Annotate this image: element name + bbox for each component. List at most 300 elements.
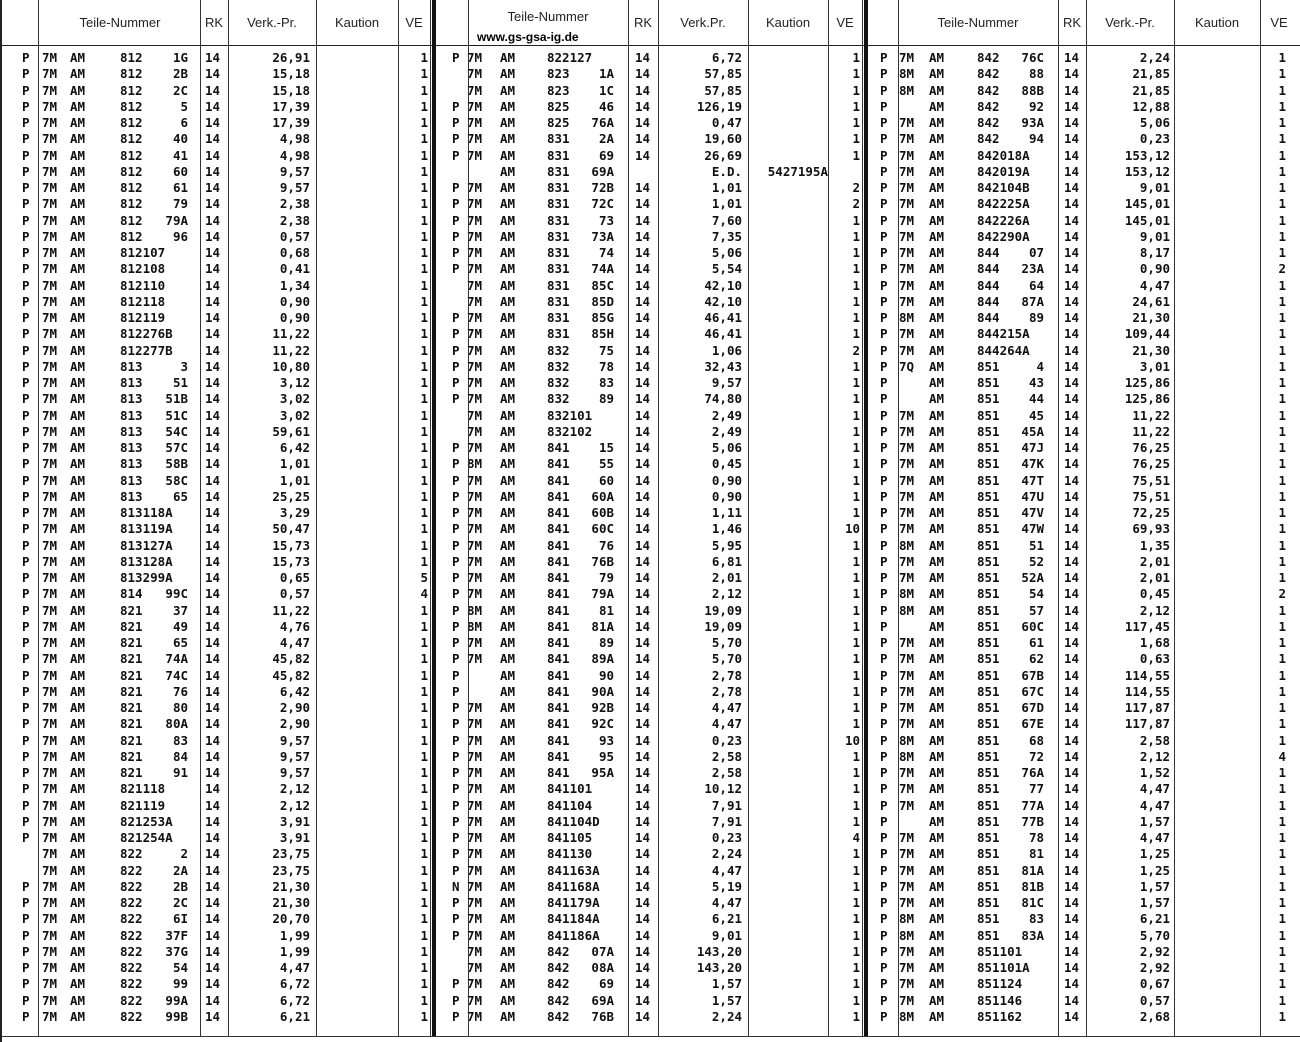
row-suffix: 89 bbox=[1028, 310, 1044, 325]
row-prefix: 8M bbox=[467, 456, 483, 472]
row-series: AM bbox=[929, 553, 945, 569]
row-prefix: 7M bbox=[42, 375, 58, 390]
row-prefix: 7M bbox=[467, 716, 483, 732]
row-flag: P bbox=[880, 521, 888, 537]
row-flag: P bbox=[22, 456, 30, 472]
row-series: AM bbox=[70, 212, 86, 228]
row-rk: 14 bbox=[635, 423, 651, 439]
row-price: 72,25 bbox=[1132, 505, 1170, 520]
row-price: 50,47 bbox=[272, 521, 310, 537]
row-rk: 14 bbox=[635, 440, 651, 455]
row-rk: 14 bbox=[635, 732, 651, 748]
row-prefix: 7M bbox=[899, 667, 915, 683]
row-suffix: 6I bbox=[172, 911, 188, 927]
row-prefix: 7M bbox=[467, 700, 483, 715]
row-prefix: 7M bbox=[899, 878, 915, 894]
row-series: AM bbox=[929, 813, 945, 829]
row-prefix: 7M bbox=[42, 50, 58, 65]
row-price: 5,95 bbox=[711, 537, 742, 553]
row-flag: P bbox=[22, 131, 30, 147]
row-series: AM bbox=[70, 862, 86, 878]
row-flag: P bbox=[22, 960, 30, 975]
row-rk: 14 bbox=[635, 797, 651, 813]
row-rk: 14 bbox=[1064, 488, 1080, 504]
row-part-number: 851 bbox=[977, 456, 1000, 472]
row-suffix: 83 bbox=[1028, 911, 1044, 927]
row-series: AM bbox=[70, 293, 86, 309]
row-flag: P bbox=[880, 82, 888, 98]
row-suffix: 1C bbox=[598, 82, 614, 98]
row-prefix: 7M bbox=[42, 326, 58, 342]
table-row bbox=[2, 66, 1300, 82]
row-rk: 14 bbox=[205, 261, 221, 277]
row-price: 0,90 bbox=[711, 488, 742, 504]
row-flag: N bbox=[452, 878, 460, 894]
row-ve: 1 bbox=[1278, 521, 1286, 537]
row-series: AM bbox=[929, 131, 945, 147]
row-part-number: 813119A bbox=[120, 521, 173, 537]
row-series: AM bbox=[929, 700, 945, 715]
table-row bbox=[2, 928, 1300, 944]
row-part-number: 851 bbox=[977, 683, 1000, 699]
row-ve: 1 bbox=[1278, 553, 1286, 569]
row-ve: 1 bbox=[420, 115, 428, 130]
row-price: 45,82 bbox=[272, 651, 310, 667]
row-price: 3,12 bbox=[279, 375, 310, 390]
row-prefix: 7M bbox=[42, 342, 58, 358]
row-price: 5,70 bbox=[1139, 927, 1170, 943]
row-prefix: 7M bbox=[899, 700, 915, 715]
row-suffix: 67B bbox=[1021, 667, 1044, 683]
row-rk: 14 bbox=[635, 50, 651, 65]
row-prefix: 7M bbox=[467, 992, 483, 1008]
row-suffix: 2B bbox=[172, 878, 188, 894]
row-part-number: 851 bbox=[977, 732, 1000, 748]
row-flag: P bbox=[452, 602, 460, 618]
row-flag: P bbox=[22, 732, 30, 748]
row-price: E.D. bbox=[711, 163, 742, 179]
row-ve: 1 bbox=[1278, 440, 1286, 455]
row-price: 21,30 bbox=[1132, 310, 1170, 325]
row-rk: 14 bbox=[1064, 505, 1080, 520]
row-series: AM bbox=[70, 570, 86, 585]
row-price: 11,22 bbox=[1132, 423, 1170, 439]
row-rk: 14 bbox=[205, 245, 221, 260]
row-flag: P bbox=[880, 700, 888, 715]
row-series: AM bbox=[70, 586, 86, 602]
row-flag: P bbox=[880, 846, 888, 862]
table-row bbox=[2, 278, 1300, 294]
row-suffix: 76B bbox=[591, 553, 614, 569]
row-prefix: 7M bbox=[467, 895, 483, 910]
row-rk: 14 bbox=[635, 66, 651, 82]
row-ve: 1 bbox=[1278, 683, 1286, 699]
row-flag: P bbox=[22, 992, 30, 1008]
row-part-number: 851 bbox=[977, 602, 1000, 618]
table-row bbox=[2, 586, 1300, 602]
row-rk: 14 bbox=[635, 927, 651, 943]
row-ve: 1 bbox=[420, 602, 428, 618]
table-row bbox=[2, 50, 1300, 66]
column-rule bbox=[748, 0, 749, 1036]
table-row bbox=[2, 538, 1300, 554]
row-series: AM bbox=[929, 456, 945, 472]
row-part-number: 821 bbox=[120, 635, 143, 650]
row-flag: P bbox=[22, 570, 30, 585]
row-suffix: 67C bbox=[1021, 683, 1044, 699]
row-flag: P bbox=[22, 813, 30, 829]
row-prefix: 7M bbox=[899, 683, 915, 699]
row-rk: 14 bbox=[635, 618, 651, 634]
row-prefix: 7M bbox=[899, 326, 915, 342]
row-rk: 14 bbox=[205, 212, 221, 228]
row-rk: 14 bbox=[635, 570, 651, 585]
row-series: AM bbox=[500, 1008, 516, 1024]
row-series: AM bbox=[70, 911, 86, 927]
row-rk: 14 bbox=[1064, 716, 1080, 732]
row-rk: 14 bbox=[1064, 651, 1080, 667]
row-price: 2,90 bbox=[279, 716, 310, 732]
row-price: 1,01 bbox=[711, 180, 742, 195]
row-part-number: 851124 bbox=[977, 976, 1023, 992]
row-suffix: 76A bbox=[1021, 765, 1044, 780]
row-prefix: 7M bbox=[899, 895, 915, 910]
row-part-number: 851 bbox=[977, 862, 1000, 878]
table-row bbox=[2, 148, 1300, 164]
row-price: 9,01 bbox=[1139, 228, 1170, 244]
row-rk: 14 bbox=[205, 830, 221, 845]
row-suffix: 93 bbox=[598, 732, 614, 748]
row-suffix: 99A bbox=[165, 992, 188, 1008]
row-ve: 1 bbox=[1278, 927, 1286, 943]
row-price: 26,69 bbox=[704, 147, 742, 163]
row-flag: P bbox=[880, 488, 888, 504]
row-rk: 14 bbox=[1064, 927, 1080, 943]
row-price: 4,47 bbox=[1139, 830, 1170, 845]
row-suffix: 94 bbox=[1028, 131, 1044, 147]
row-prefix: 7M bbox=[467, 472, 483, 488]
row-flag: P bbox=[22, 976, 30, 992]
row-prefix: 7M bbox=[42, 147, 58, 163]
row-ve: 1 bbox=[1278, 245, 1286, 260]
row-ve: 1 bbox=[420, 180, 428, 195]
row-prefix: 8M bbox=[899, 310, 915, 325]
row-part-number: 832 bbox=[547, 375, 570, 390]
row-series: AM bbox=[929, 423, 945, 439]
row-price: 11,22 bbox=[272, 342, 310, 358]
row-part-number: 822127 bbox=[547, 50, 593, 65]
row-series: AM bbox=[500, 310, 516, 325]
row-suffix: 2A bbox=[598, 131, 614, 147]
row-price: 25,25 bbox=[272, 488, 310, 504]
row-flag: P bbox=[880, 683, 888, 699]
row-ve: 1 bbox=[420, 277, 428, 293]
table-row bbox=[2, 294, 1300, 310]
row-ve: 1 bbox=[1278, 98, 1286, 114]
row-part-number: 851146 bbox=[977, 992, 1023, 1008]
row-flag: P bbox=[880, 992, 888, 1008]
row-price: 9,01 bbox=[711, 927, 742, 943]
row-part-number: 842 bbox=[977, 115, 1000, 130]
row-rk: 14 bbox=[1064, 66, 1080, 82]
row-ve: 1 bbox=[420, 748, 428, 764]
row-part-number: 841 bbox=[547, 488, 570, 504]
row-series: AM bbox=[500, 895, 516, 910]
row-prefix: 7M bbox=[42, 163, 58, 179]
row-prefix: 7M bbox=[42, 98, 58, 114]
row-series: AM bbox=[70, 830, 86, 845]
row-suffix: 52 bbox=[1028, 553, 1044, 569]
row-ve: 1 bbox=[1278, 488, 1286, 504]
row-part-number: 831 bbox=[547, 228, 570, 244]
row-ve: 1 bbox=[420, 326, 428, 342]
row-prefix: 7M bbox=[899, 651, 915, 667]
row-part-number: 812118 bbox=[120, 293, 166, 309]
row-ve: 1 bbox=[420, 50, 428, 65]
row-part-number: 841 bbox=[547, 570, 570, 585]
row-series: AM bbox=[500, 180, 516, 195]
row-ve: 1 bbox=[1278, 960, 1286, 975]
row-series: AM bbox=[929, 895, 945, 910]
row-price: 3,01 bbox=[1139, 358, 1170, 374]
row-suffix: 51 bbox=[172, 375, 188, 390]
row-ve: 1 bbox=[852, 586, 860, 602]
row-series: AM bbox=[70, 960, 86, 975]
row-flag: P bbox=[452, 570, 460, 585]
row-price: 45,82 bbox=[272, 667, 310, 683]
row-ve: 1 bbox=[852, 570, 860, 585]
row-prefix: 7M bbox=[467, 878, 483, 894]
table-row bbox=[2, 716, 1300, 732]
row-price: 46,41 bbox=[704, 326, 742, 342]
row-price: 4,47 bbox=[279, 960, 310, 975]
row-flag: P bbox=[880, 862, 888, 878]
row-ve: 1 bbox=[420, 505, 428, 520]
row-price: 9,01 bbox=[1139, 180, 1170, 195]
row-ve: 1 bbox=[420, 976, 428, 992]
row-prefix: 7M bbox=[899, 472, 915, 488]
row-rk: 14 bbox=[1064, 635, 1080, 650]
row-suffix: 47J bbox=[1021, 440, 1044, 455]
row-ve: 1 bbox=[852, 716, 860, 732]
row-suffix: 79 bbox=[598, 570, 614, 585]
row-price: 4,47 bbox=[711, 716, 742, 732]
row-series: AM bbox=[929, 342, 945, 358]
row-part-number: 842 bbox=[547, 1008, 570, 1024]
row-flag: P bbox=[880, 407, 888, 423]
row-prefix: 8M bbox=[467, 618, 483, 634]
row-prefix: 7M bbox=[467, 342, 483, 358]
row-price: 9,57 bbox=[279, 732, 310, 748]
row-rk: 14 bbox=[205, 131, 221, 147]
row-suffix: 60C bbox=[1021, 618, 1044, 634]
row-series: AM bbox=[929, 521, 945, 537]
row-series: AM bbox=[70, 602, 86, 618]
row-flag: P bbox=[880, 261, 888, 277]
row-rk: 14 bbox=[1064, 196, 1080, 212]
row-price: 0,41 bbox=[279, 261, 310, 277]
bottom-rule bbox=[2, 1036, 1300, 1037]
row-ve: 1 bbox=[1278, 456, 1286, 472]
row-prefix: 7M bbox=[42, 277, 58, 293]
row-suffix: 65 bbox=[172, 488, 188, 504]
row-price: 9,57 bbox=[279, 180, 310, 195]
row-price: 2,38 bbox=[279, 212, 310, 228]
table-row bbox=[2, 619, 1300, 635]
row-prefix: 7M bbox=[42, 716, 58, 732]
row-price: 0,68 bbox=[279, 245, 310, 260]
column-rule bbox=[862, 0, 863, 1036]
row-part-number: 813 bbox=[120, 407, 143, 423]
row-suffix: 91 bbox=[172, 765, 188, 780]
table-row bbox=[2, 603, 1300, 619]
row-ve: 1 bbox=[1278, 180, 1286, 195]
row-suffix: 6 bbox=[180, 115, 188, 130]
header-verk-pr-1: Verk.-Pr. bbox=[247, 15, 297, 30]
row-flag: P bbox=[880, 960, 888, 975]
row-ve: 1 bbox=[420, 895, 428, 910]
row-flag: P bbox=[22, 245, 30, 260]
row-rk: 14 bbox=[1064, 862, 1080, 878]
row-rk: 14 bbox=[1064, 537, 1080, 553]
row-prefix: 7M bbox=[42, 602, 58, 618]
row-suffix: 37 bbox=[172, 602, 188, 618]
row-ve: 1 bbox=[852, 927, 860, 943]
row-series: AM bbox=[500, 748, 516, 764]
row-flag: P bbox=[452, 98, 460, 114]
table-row bbox=[2, 700, 1300, 716]
row-price: 23,75 bbox=[272, 846, 310, 862]
row-series: AM bbox=[929, 66, 945, 82]
row-part-number: 851 bbox=[977, 895, 1000, 910]
row-part-number: 821 bbox=[120, 748, 143, 764]
row-ve: 1 bbox=[1278, 846, 1286, 862]
row-price: 2,12 bbox=[279, 781, 310, 797]
row-price: 2,12 bbox=[1139, 602, 1170, 618]
row-prefix: 7M bbox=[899, 196, 915, 212]
row-series: AM bbox=[70, 423, 86, 439]
row-price: 15,73 bbox=[272, 537, 310, 553]
row-ve: 1 bbox=[1278, 163, 1286, 179]
row-suffix: 81C bbox=[1021, 895, 1044, 910]
row-rk: 14 bbox=[635, 212, 651, 228]
row-series: AM bbox=[70, 66, 86, 82]
row-rk: 14 bbox=[1064, 911, 1080, 927]
row-prefix: 7M bbox=[42, 115, 58, 130]
row-flag: P bbox=[22, 618, 30, 634]
row-flag: P bbox=[452, 586, 460, 602]
row-prefix: 7M bbox=[899, 456, 915, 472]
row-series: AM bbox=[929, 375, 945, 390]
row-part-number: 842290A bbox=[977, 228, 1030, 244]
row-part-number: 842019A bbox=[977, 163, 1030, 179]
row-flag: P bbox=[22, 830, 30, 845]
row-flag: P bbox=[880, 456, 888, 472]
row-rk: 14 bbox=[635, 602, 651, 618]
row-prefix: 7M bbox=[42, 310, 58, 325]
row-ve: 1 bbox=[420, 163, 428, 179]
row-ve: 1 bbox=[420, 911, 428, 927]
row-ve: 10 bbox=[844, 732, 860, 748]
row-prefix: 8M bbox=[899, 1008, 915, 1024]
row-part-number: 841186A bbox=[547, 927, 600, 943]
table-row bbox=[2, 668, 1300, 684]
row-series: AM bbox=[70, 277, 86, 293]
row-flag: P bbox=[22, 521, 30, 537]
row-series: AM bbox=[929, 98, 945, 114]
row-flag: P bbox=[22, 310, 30, 325]
row-series: AM bbox=[929, 180, 945, 195]
row-ve: 4 bbox=[1278, 748, 1286, 764]
row-prefix: 7M bbox=[42, 683, 58, 699]
row-price: 0,57 bbox=[279, 586, 310, 602]
row-flag: P bbox=[452, 245, 460, 260]
row-flag: P bbox=[880, 781, 888, 797]
row-rk: 14 bbox=[1064, 878, 1080, 894]
row-price: 26,91 bbox=[272, 50, 310, 65]
row-price: 21,85 bbox=[1132, 66, 1170, 82]
row-suffix: 1A bbox=[598, 66, 614, 82]
row-ve: 1 bbox=[1278, 992, 1286, 1008]
row-part-number: 812 bbox=[120, 180, 143, 195]
row-price: 6,42 bbox=[279, 440, 310, 455]
row-price: 9,57 bbox=[711, 375, 742, 390]
row-rk: 14 bbox=[1064, 180, 1080, 195]
row-price: 1,57 bbox=[1139, 878, 1170, 894]
column-rule bbox=[1174, 0, 1175, 1036]
row-series: AM bbox=[70, 667, 86, 683]
row-suffix: 47T bbox=[1021, 472, 1044, 488]
row-flag: P bbox=[452, 505, 460, 520]
row-suffix: 52A bbox=[1021, 570, 1044, 585]
row-prefix: 7M bbox=[42, 212, 58, 228]
row-rk: 14 bbox=[635, 261, 651, 277]
row-suffix: 69 bbox=[598, 976, 614, 992]
row-rk: 14 bbox=[205, 895, 221, 910]
row-price: 2,78 bbox=[711, 667, 742, 683]
row-flag: P bbox=[452, 50, 460, 65]
row-series: AM bbox=[929, 765, 945, 780]
row-part-number: 844215A bbox=[977, 326, 1030, 342]
table-row bbox=[2, 164, 1300, 180]
row-flag: P bbox=[452, 456, 460, 472]
row-ve: 1 bbox=[420, 878, 428, 894]
row-prefix: 8M bbox=[899, 66, 915, 82]
row-part-number: 812 bbox=[120, 163, 143, 179]
row-suffix: 3 bbox=[180, 358, 188, 374]
row-series: AM bbox=[70, 310, 86, 325]
row-series: AM bbox=[929, 976, 945, 992]
row-series: AM bbox=[929, 716, 945, 732]
row-prefix: 7M bbox=[467, 261, 483, 277]
row-series: AM bbox=[70, 846, 86, 862]
row-part-number: 825 bbox=[547, 115, 570, 130]
row-suffix: 81 bbox=[598, 602, 614, 618]
row-part-number: 851 bbox=[977, 813, 1000, 829]
row-series: AM bbox=[70, 927, 86, 943]
row-part-number: 844 bbox=[977, 293, 1000, 309]
row-price: 1,06 bbox=[711, 342, 742, 358]
row-prefix: 7M bbox=[467, 391, 483, 407]
row-series: AM bbox=[929, 1008, 945, 1024]
row-ve: 1 bbox=[1278, 407, 1286, 423]
row-prefix: 7M bbox=[467, 180, 483, 195]
row-flag: P bbox=[452, 131, 460, 147]
row-flag: P bbox=[452, 927, 460, 943]
row-rk: 14 bbox=[635, 683, 651, 699]
row-series: AM bbox=[929, 293, 945, 309]
row-suffix: 85D bbox=[591, 293, 614, 309]
